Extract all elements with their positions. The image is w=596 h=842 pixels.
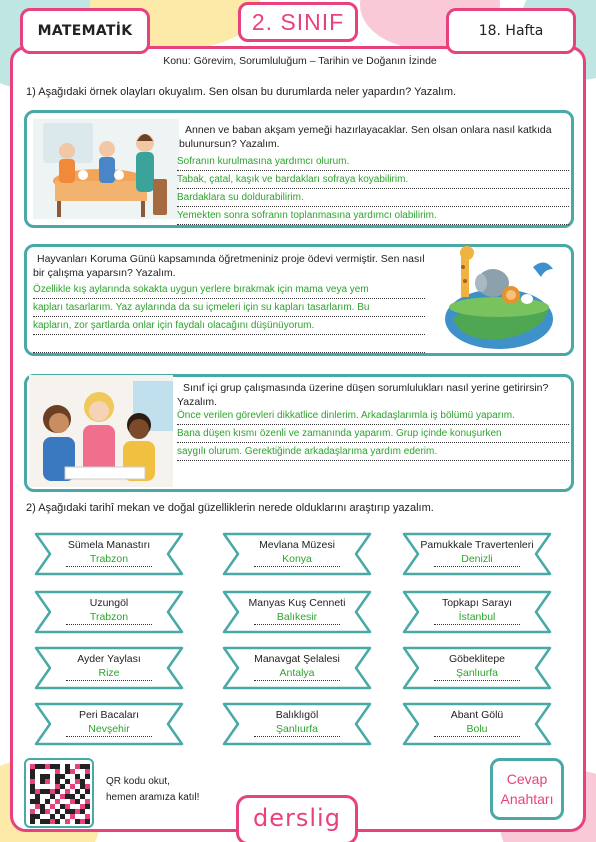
answer-lines-dinner <box>177 153 569 225</box>
answer-line: kapların, zor şartlarda onlar için faydalı olacağını düşünüyorum. <box>33 317 425 335</box>
place-location: Balıkesir <box>254 610 340 625</box>
subject-label: MATEMATİK <box>20 8 150 54</box>
answer-key-line1: Cevap <box>506 771 548 787</box>
place-name: Topkapı Sarayı <box>441 597 513 609</box>
answer-line: Sofranın kurulmasına yardımcı olurum. <box>177 153 569 171</box>
place-ribbon <box>222 646 372 690</box>
answer-line: Bardaklara su doldurabilirim. <box>177 189 569 207</box>
place-location: Rize <box>66 666 152 681</box>
place-name: Mevlana Müzesi <box>259 539 335 551</box>
answer-line: Bana düşen kısmı özenli ve zamanında yaparım. Grup içinde konuşurken <box>177 425 569 443</box>
place-location: Nevşehir <box>66 722 152 737</box>
place-name: Manyas Kuş Cenneti <box>248 597 346 609</box>
place-name: Peri Bacaları <box>78 709 140 721</box>
place-name: Pamukkale Travertenleri <box>420 539 534 551</box>
scenario-card-group-work <box>24 374 574 492</box>
qr-caption-line2: hemen aramıza katıl! <box>106 792 200 803</box>
answer-line: Tabak, çatal, kaşık ve bardakları sofraya koyabilirim. <box>177 171 569 189</box>
place-ribbon <box>34 532 184 576</box>
place-name: Manavgat Şelalesi <box>254 653 340 665</box>
place-ribbon <box>34 702 184 746</box>
answer-key-button[interactable] <box>490 758 564 820</box>
answer-line: Özellikle kış aylarında sokakta uygun yerlere bırakmak için mama veya yem <box>33 281 425 299</box>
scenario-card-animals <box>24 244 574 356</box>
scenario-card-dinner <box>24 110 574 228</box>
qr-caption-line1: QR kodu okut, <box>106 776 170 787</box>
place-location: Trabzon <box>66 552 152 567</box>
qr-code[interactable] <box>24 758 94 828</box>
answer-line: saygılı olurum. Gerektiğinde arkadaşlarıma yardım ederim. <box>177 443 569 461</box>
answer-line: Önce verilen görevleri dikkatlice dinlerim. Arkadaşlarımla iş bölümü yaparım. <box>177 407 569 425</box>
place-location: Konya <box>254 552 340 567</box>
place-location: Trabzon <box>66 610 152 625</box>
place-name: Balıklıgöl <box>275 709 319 721</box>
brand-logo: derslig <box>236 795 358 842</box>
topic-line: Konu: Görevim, Sorumluluğum – Tarihin ve Doğanın İzinde <box>140 55 460 73</box>
answer-lines-animals <box>33 281 425 353</box>
scenario-prompt-group-work: Sınıf içi grup çalışmasında üzerine düşen sorumlulukları nasıl yerine getirirsin? Yazalım. <box>177 382 549 408</box>
answer-line: Yemekten sonra sofranın toplanmasına yardımcı olabilirim. <box>177 207 569 225</box>
blank-line <box>33 335 425 353</box>
answer-key-line2: Anahtarı <box>500 791 554 807</box>
place-ribbon <box>34 590 184 634</box>
qr-section <box>24 758 214 828</box>
place-location: Şanlıurfa <box>254 722 340 737</box>
question-2-title: 2) Aşağıdaki tarihî mekan ve doğal güzelliklerin nerede olduklarını araştırıp yazalım. <box>26 502 434 514</box>
week-label: 18. Hafta <box>446 8 576 54</box>
place-name: Ayder Yaylası <box>77 653 141 665</box>
place-name: Uzungöl <box>89 597 129 609</box>
place-name: Göbeklitepe <box>448 653 506 665</box>
question-1-title: 1) Aşağıdaki örnek olayları okuyalım. Sen olsan bu durumlarda neler yapardın? Yazalım. <box>26 86 457 98</box>
answer-lines-group-work <box>177 407 569 461</box>
group-work-illustration <box>29 375 173 487</box>
place-name: Sümela Manastırı <box>67 539 151 551</box>
place-name: Abant Gölü <box>450 709 504 721</box>
place-ribbon <box>34 646 184 690</box>
place-ribbon <box>222 702 372 746</box>
place-location: Denizli <box>434 552 520 567</box>
place-ribbon <box>402 590 552 634</box>
place-location: İstanbul <box>434 610 520 625</box>
place-location: Bolu <box>434 722 520 737</box>
grade-label: 2. SINIF <box>238 2 358 42</box>
animals-globe-illustration <box>441 243 561 355</box>
scenario-prompt-dinner: Annen ve baban akşam yemeği hazırlayacaklar. Sen olsan onlara nasıl katkıda bulunursun? Yazalım. <box>179 124 552 150</box>
place-ribbon <box>402 532 552 576</box>
answer-line: kapları tasarlarım. Yaz aylarında da su içmeleri için su kapları tasarlarım. Bu <box>33 299 425 317</box>
place-ribbon <box>222 532 372 576</box>
place-location: Şanlıurfa <box>434 666 520 681</box>
scenario-prompt-animals: Hayvanları Koruma Günü kapsamında öğretmeniniz proje ödevi vermiştir. Sen nasıl bir çalışma yaparsın? Yazalım. <box>33 253 425 279</box>
place-ribbon <box>402 646 552 690</box>
family-dinner-illustration <box>33 119 179 219</box>
place-ribbon <box>222 590 372 634</box>
place-ribbon <box>402 702 552 746</box>
place-location: Antalya <box>254 666 340 681</box>
